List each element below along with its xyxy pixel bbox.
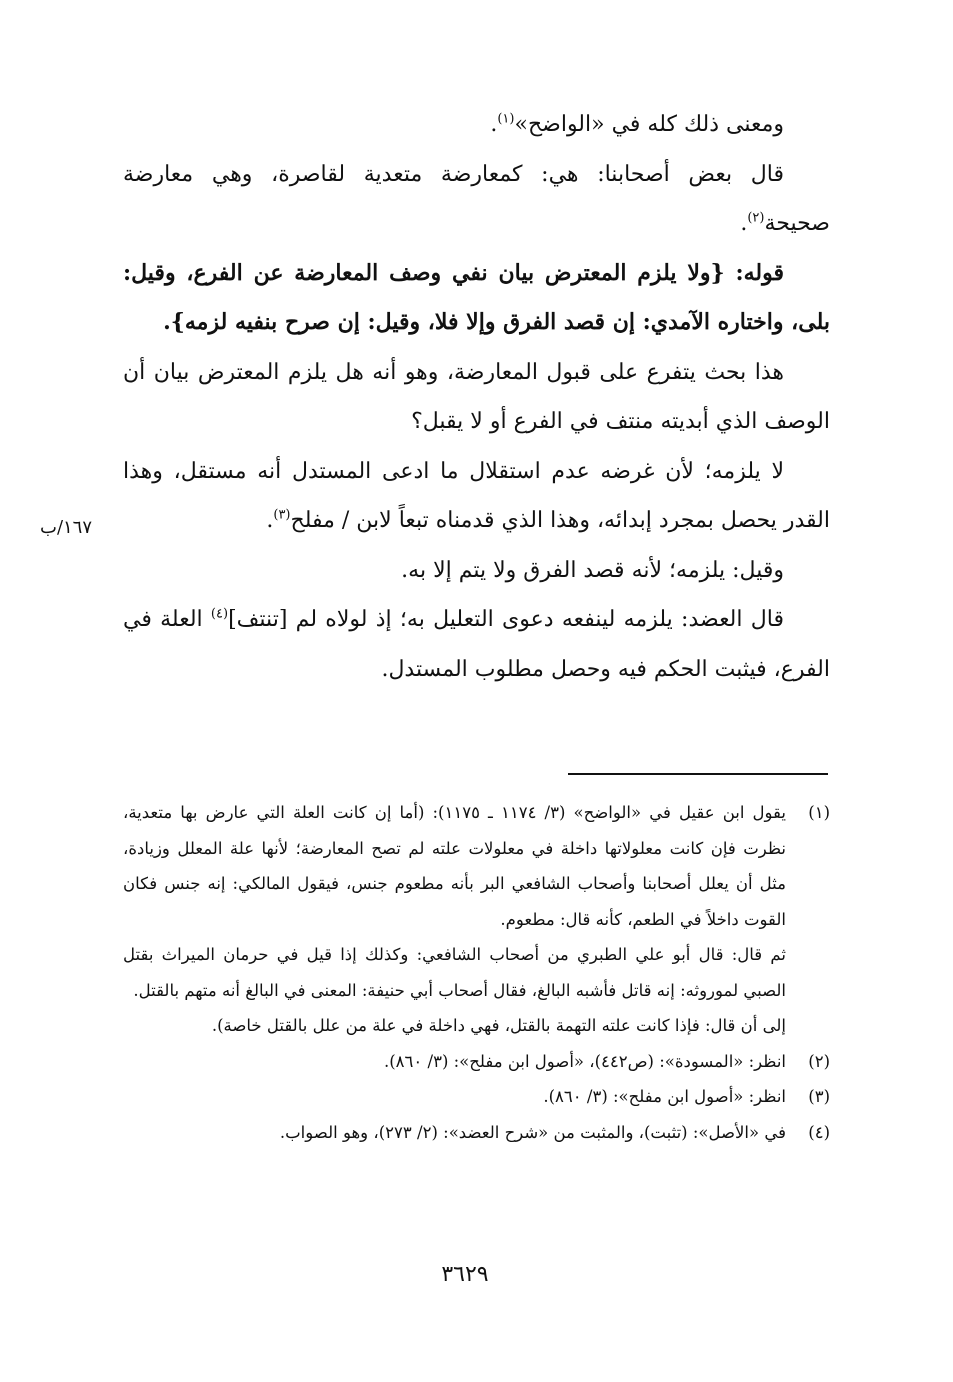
footnote-ref-3: (٣) <box>273 507 291 523</box>
paragraph-3-matn: قوله: {ولا يلزم المعترض بيان نفي وصف المعارضة عن الفرع، وقيل: بلى، واختاره الآمدي: إن قصد الفرق وإلا فلا، وقيل: إن صرح بنفيه لزمه}. <box>123 259 830 335</box>
footnote-1 <box>123 795 830 1044</box>
footnote-ref-2: (٢) <box>747 210 765 226</box>
footnote-line: انظر: «المسودة»: (ص٤٤٢)، «أصول ابن مفلح»: (٣/ ٨٦٠). <box>383 1051 786 1071</box>
paragraph-1: ومعنى ذلك كله في «الواضح»$^{(١)}$. <box>490 111 784 137</box>
footnote-4 <box>123 1115 830 1151</box>
footnote-line: يقول ابن عقيل في «الواضح» (٣/ ١١٧٤ ـ ١١٧٥): (أما إن كانت العلة التي عارض بها متعدية، نظرت فإن كانت معلولاتها داخلة في معلولات علته لم تصح المعارضة؛ لأنها علة المعلل وزيادة، مثل أن يعلل أصحابنا وأصحاب الشافعي البر بأنه مطعوم جنس، فيقول المالكي: إنه جنس فكان القوت داخلاً في الطعم، كأنه قال: مطعوم. <box>123 803 786 929</box>
footnote-line: في «الأصل»: (تثبت)، والمثبت من «شرح العضد»: (٢/ ٢٧٣)، وهو الصواب. <box>279 1122 786 1142</box>
page-number: ٣٦٢٩ <box>441 1262 489 1287</box>
footnote-body <box>123 1044 786 1080</box>
footnote-ref-4: (٤) <box>210 606 229 622</box>
footnote-number: (١) <box>808 803 830 822</box>
footnote-separator <box>568 773 828 775</box>
paragraph-4: هذا بحث يتفرع على قبول المعارضة، وهو أنه هل يلزم المعترض بيان أن الوصف الذي أبديته منتف في الفرع أو لا يقبل؟ <box>123 359 830 434</box>
footnote-body <box>123 1079 786 1115</box>
paragraph-5: لا يلزمه؛ لأن غرضه عدم استقلال ما ادعى المستدل أنه مستقل، وهذا القدر يحصل بمجرد إبدائه، وهذا الذي قدمناه تبعاً لابن / مفلح$^{(٣)}$. <box>123 458 830 533</box>
paragraph-6: وقيل: يلزمه؛ لأنه قصد الفرق ولا يتم إلا به. <box>401 557 784 583</box>
footnote-number: (٣) <box>808 1087 830 1106</box>
paragraph-7: قال العضد: يلزمه لينفعه دعوى التعليل به؛ إذ لولاه لم [تنتف]$^{(٤)}$ العلة في الفرع، فيثبت الحكم فيه وحصل مطلوب المستدل. <box>123 606 830 682</box>
footnote-line: إلى أن قال: فإذا كانت علته التهمة بالقتل، فهي داخلة في علة من علل بالقتل خاصة). <box>211 1016 786 1035</box>
footnote-line: انظر: «أصول ابن مفلح»: (٣/ ٨٦٠). <box>543 1087 786 1106</box>
main-text <box>123 100 830 694</box>
footnote-number: (٢) <box>808 1051 830 1071</box>
footnote-ref-1: (١) <box>497 111 515 127</box>
footnote-3 <box>123 1079 830 1115</box>
footnote-number: (٤) <box>808 1122 830 1142</box>
footnote-line: ثم قال: قال أبو علي الطبري من أصحاب الشافعي: وكذلك إذا قيل في حرمان الميراث بقتل الصبي لموروثه: إنه قاتل فأشبه البالغ، فقال أصحاب أبي حنيفة: المعنى في البالغ أنه متهم بالقتل. <box>123 945 786 1000</box>
footnote-body <box>123 795 786 1044</box>
footnotes-section <box>123 795 830 1150</box>
footnote-2 <box>123 1044 830 1080</box>
manuscript-folio-marker: ١٦٧/ب <box>40 517 93 538</box>
footnote-body <box>123 1115 786 1151</box>
paragraph-2: قال بعض أصحابنا: هي: كمعارضة متعدية لقاصرة، وهي معارضة صحيحة$^{(٢)}$. <box>123 161 830 236</box>
